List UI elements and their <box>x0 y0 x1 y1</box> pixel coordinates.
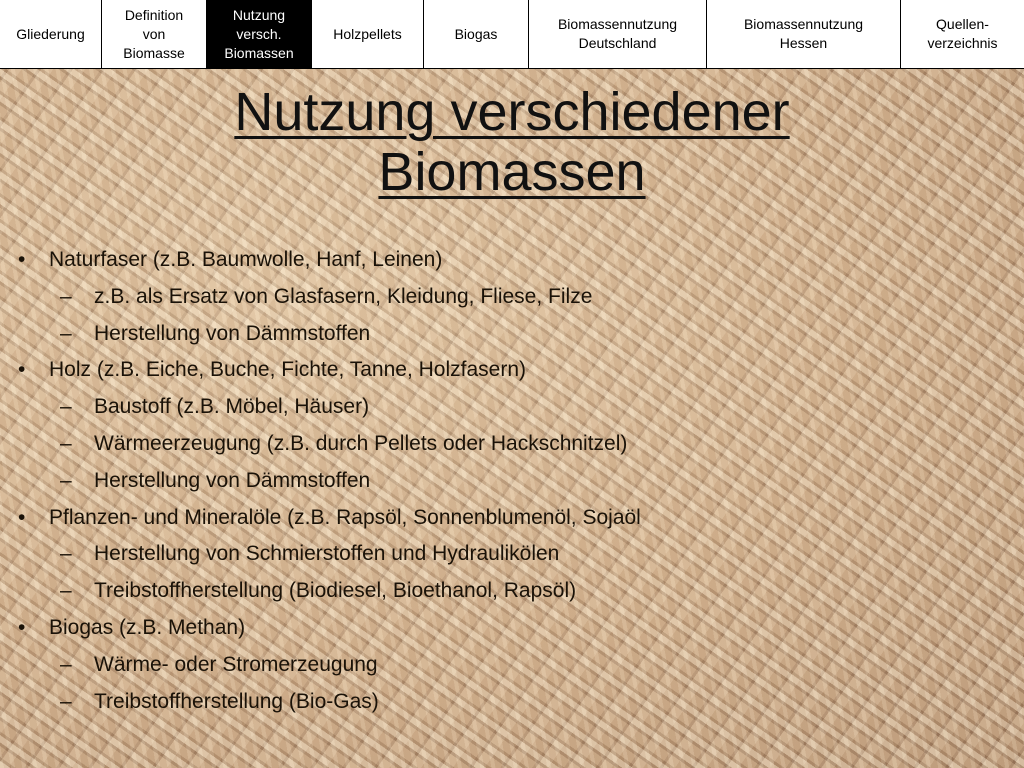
dash-marker: – <box>60 652 72 676</box>
bullet-text: Wärme- oder Stromerzeugung <box>94 652 378 676</box>
bullet-text: Pflanzen- und Mineralöle (z.B. Rapsöl, Sonnenblumenöl, Sojaöl <box>49 505 641 529</box>
bullet-marker: • <box>18 505 26 529</box>
bullet-text: Baustoff (z.B. Möbel, Häuser) <box>94 395 370 419</box>
slide-title: Nutzung verschiedener Biomassen <box>234 82 790 202</box>
bullet-marker: • <box>18 615 26 639</box>
bullet-text: Holz (z.B. Eiche, Buche, Fichte, Tanne, Holzfasern) <box>49 358 526 382</box>
nav-tab-biomassennutzung-deutschland[interactable]: Biomassennutzung Deutschland <box>528 0 706 68</box>
bullet-text: Wärmeerzeugung (z.B. durch Pellets oder Hackschnitzel) <box>94 431 628 455</box>
sub-bullet-item <box>18 426 1008 463</box>
sub-bullet-item <box>18 647 1008 684</box>
bullet-marker: • <box>18 358 26 382</box>
sub-bullet-item <box>18 279 1008 316</box>
nav-tab-nutzung-biomassen[interactable]: Nutzung versch. Biomassen <box>206 0 311 68</box>
nav-tab-gliederung[interactable]: Gliederung <box>0 0 101 68</box>
bullet-text: Treibstoffherstellung (Bio-Gas) <box>94 689 379 713</box>
bullet-text: Herstellung von Dämmstoffen <box>94 468 371 492</box>
nav-tab-definition-biomasse[interactable]: Definition von Biomasse <box>101 0 206 68</box>
dash-marker: – <box>60 689 72 713</box>
sub-bullet-item <box>18 573 1008 610</box>
dash-marker: – <box>60 395 72 419</box>
bullet-text: Biogas (z.B. Methan) <box>49 615 246 639</box>
bullet-list <box>18 242 1008 720</box>
bullet-text: Herstellung von Schmierstoffen und Hydraulikölen <box>94 542 560 566</box>
bullet-text: z.B. als Ersatz von Glasfasern, Kleidung, Fliese, Filze <box>94 284 593 308</box>
nav-tab-biomassennutzung-hessen[interactable]: Biomassennutzung Hessen <box>706 0 900 68</box>
bullet-text: Herstellung von Dämmstoffen <box>94 321 371 345</box>
sub-bullet-item <box>18 463 1008 500</box>
bullet-marker: • <box>18 248 26 271</box>
dash-marker: – <box>60 579 72 603</box>
dash-marker: – <box>60 284 72 308</box>
bullet-item <box>18 352 1008 389</box>
nav-tab-holzpellets[interactable]: Holzpellets <box>311 0 423 68</box>
top-navigation <box>0 0 1024 69</box>
bullet-text: Treibstoffherstellung (Biodiesel, Bioethanol, Rapsöl) <box>94 579 577 603</box>
bullet-text: Naturfaser (z.B. Baumwolle, Hanf, Leinen) <box>49 248 443 271</box>
sub-bullet-item <box>18 684 1008 721</box>
bullet-item <box>18 242 1008 279</box>
dash-marker: – <box>60 321 72 345</box>
bullet-item <box>18 500 1008 537</box>
sub-bullet-item <box>18 389 1008 426</box>
sub-bullet-item <box>18 536 1008 573</box>
dash-marker: – <box>60 468 72 492</box>
nav-tab-biogas[interactable]: Biogas <box>423 0 528 68</box>
dash-marker: – <box>60 542 72 566</box>
nav-tab-quellenverzeichnis[interactable]: Quellen- verzeichnis <box>900 0 1024 68</box>
sub-bullet-item <box>18 316 1008 353</box>
dash-marker: – <box>60 431 72 455</box>
bullet-item <box>18 610 1008 647</box>
